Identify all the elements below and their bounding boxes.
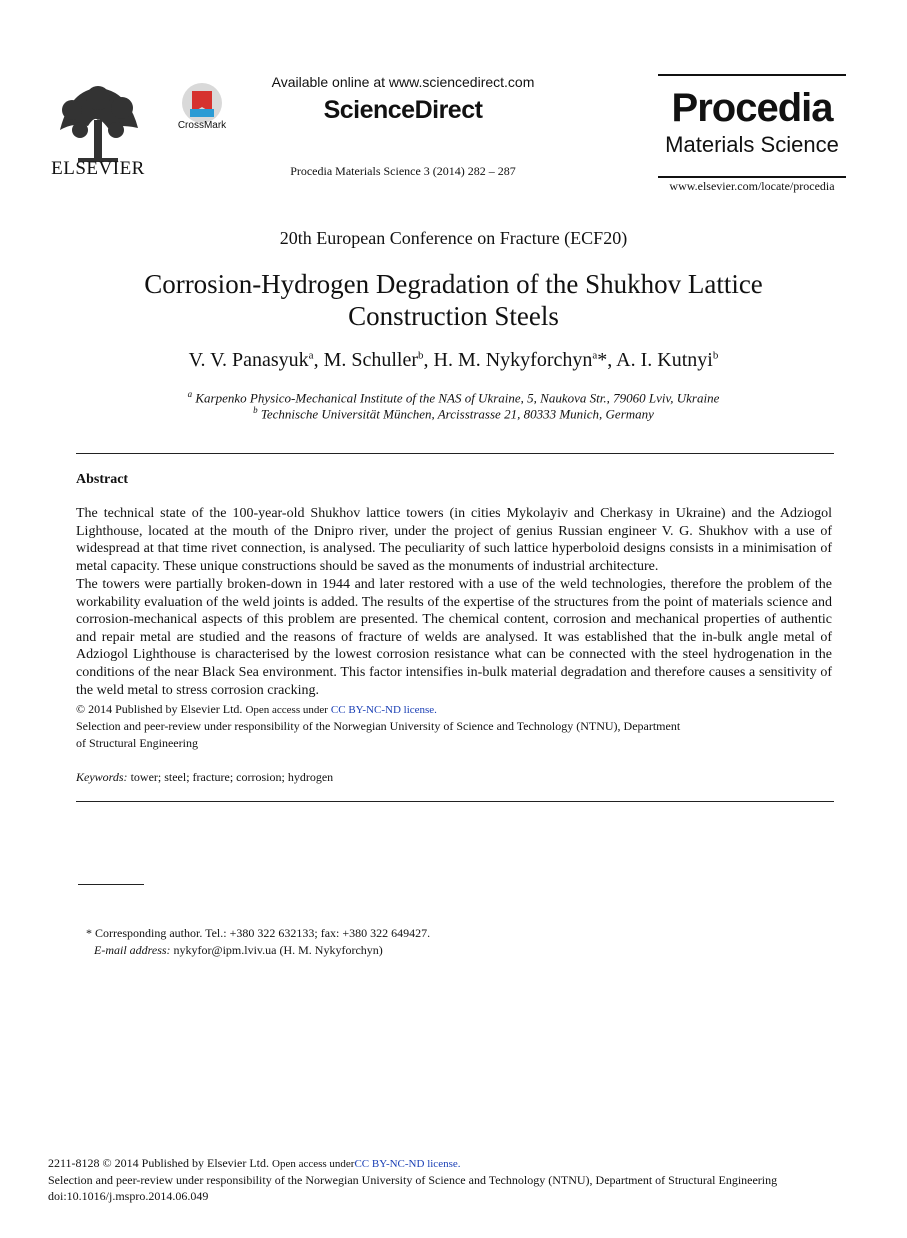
copyright-text: © 2014 Published by Elsevier Ltd. xyxy=(76,702,243,716)
paper-title-line-1: Corrosion-Hydrogen Degradation of the Shukhov Lattice xyxy=(144,269,763,299)
author-affiliation-sup: b xyxy=(712,349,719,362)
journal-reference: Procedia Materials Science 3 (2014) 282 – 287 xyxy=(290,164,516,178)
abstract-paragraph-1: The technical state of the 100-year-old Shukhov lattice towers (in cities Mykolayiv and Cherkasy in Ukraine) and the Adziogol Lighthouse, located at the mouth of the Dnipro river, under the project of genius Russian engineer V. G. Shukhov with a use of widespread at that time rivet connection, is analysed. The peculiarity of such lattice hyperboloid designs consists in a minimisation of metal capacity. These unique constructions should be saved as the monuments of industrial architecture. xyxy=(76,506,832,574)
open-access-text: Open access under xyxy=(245,704,328,716)
author-list: V. V. Panasyuk$^a$, M. Schuller$^b$, H. M. Nykyforchyn$^a$*, A. I. Kutnyi$^b$ xyxy=(188,349,719,371)
author-name: A. I. Kutnyi xyxy=(616,349,713,371)
email-note xyxy=(94,943,383,958)
crossmark-label: CrossMark xyxy=(177,120,227,131)
keywords-label: Keywords: xyxy=(76,770,128,784)
procedia-wordmark: Procedia xyxy=(671,86,833,130)
corresponding-author-note: * Corresponding author. Tel.: +380 322 632133; fax: +380 322 649427. xyxy=(86,926,431,940)
peer-review-line-1: Selection and peer-review under responsibility of the Norwegian University of Science and Technology (NTNU), Department xyxy=(76,719,681,733)
license-link[interactable]: CC BY-NC-ND license. xyxy=(330,704,437,716)
author-name: V. V. Panasyuk xyxy=(188,349,309,371)
abstract-paragraph-2: The towers were partially broken-down in 1944 and later restored with a use of the weld technologies, therefore the problem of the workability evaluation of the weld joints is added. The results of the expertise of the structures from the point of materials science and corrosion-mechanical aspects of this problem are presented. The chemical content, corrosion and mechanical properties of authentic and repair metal are studied and the reasons of fracture of welds are analysed. It was established that the in-bulk angle metal of Adziogol Lighthouse is characterised by the lowest corrosion resistance what can be connected with the steel hydrogenation in the conditions of the near Black Sea environment. This factor intensifies in-bulk material degradation and therefore causes a sensitivity of the weld metal to stress corrosion cracking. xyxy=(76,577,832,698)
footer-peer-review: Selection and peer-review under responsibility of the Norwegian University of Science and Technology (NTNU), Department of Structural Engineering xyxy=(48,1173,778,1187)
author-affiliation-sup: a xyxy=(592,349,598,362)
footer-license-link[interactable]: CC BY-NC-ND license. xyxy=(354,1158,461,1170)
keywords-text: tower; steel; fracture; corrosion; hydrogen xyxy=(130,770,334,784)
doi-line[interactable]: doi:10.1016/j.mspro.2014.06.049 xyxy=(48,1189,209,1203)
keywords-line xyxy=(76,770,333,785)
affiliation-text: Technische Universität München, Arcisstrasse 21, 80333 Munich, Germany xyxy=(260,406,654,422)
footnote-rule xyxy=(78,884,144,885)
affiliation-sup: b xyxy=(253,405,258,415)
copyright-line xyxy=(76,702,437,717)
affiliation xyxy=(0,389,907,406)
procedia-subtitle: Materials Science xyxy=(665,132,839,157)
issn-line xyxy=(48,1156,461,1171)
footer-open-access: Open access under xyxy=(272,1158,355,1170)
available-online-text: Available online at www.sciencedirect.com xyxy=(271,74,535,90)
author-affiliation-sup: a xyxy=(308,349,314,362)
author-affiliation-sup: b xyxy=(418,349,424,362)
peer-review-line-2: of Structural Engineering xyxy=(76,736,198,750)
author-name: M. Schuller xyxy=(323,349,418,371)
affiliation xyxy=(0,405,907,422)
abstract-heading: Abstract xyxy=(76,472,129,487)
procedia-url[interactable]: www.elsevier.com/locate/procedia xyxy=(669,179,835,193)
paper-title xyxy=(100,268,807,332)
issn-text: 2211-8128 © 2014 Published by Elsevier Ltd. xyxy=(48,1156,269,1170)
divider-bottom xyxy=(76,801,834,802)
divider-top xyxy=(76,453,834,454)
conference-name: 20th European Conference on Fracture (ECF20) xyxy=(279,228,628,248)
affiliation-text: Karpenko Physico-Mechanical Institute of the NAS of Ukraine, 5, Naukova Str., 79060 Lviv, Ukraine xyxy=(195,390,720,406)
peer-review-statement xyxy=(76,718,776,752)
author-name: H. M. Nykyforchyn xyxy=(433,349,593,371)
affiliation-sup: a xyxy=(187,389,193,399)
sciencedirect-brand[interactable]: ScienceDirect xyxy=(323,96,483,124)
email-label: E-mail address: xyxy=(94,943,171,957)
email-address[interactable]: nykyfor@ipm.lviv.ua (H. M. Nykyforchyn) xyxy=(173,943,383,957)
paper-title-line-2: Construction Steels xyxy=(348,301,559,331)
publisher-name: ELSEVIER xyxy=(51,158,145,179)
corresponding-mark: * xyxy=(597,349,608,371)
